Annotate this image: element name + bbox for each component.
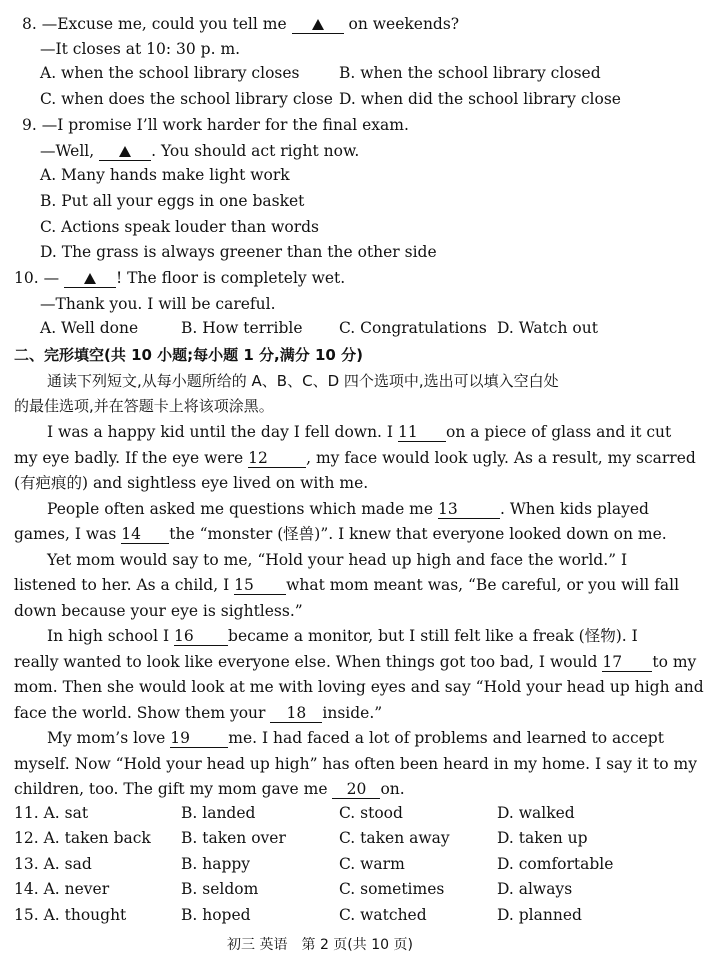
cloze-blank-13: 13 [438,500,500,519]
passage-line: face the world. Show them your 18 inside.” [14,704,383,722]
cloze-blank-14: 14 [121,525,169,544]
passage-line: really wanted to look like everyone else. When things got too bad, I would 17 to my [14,653,697,671]
choice-15-b: B. hoped [181,906,251,924]
cloze-blank-12: 12 [248,449,306,468]
passage-line: my eye badly. If the eye were 12 , my face would look ugly. As a result, my scarred [14,449,696,467]
passage-line: People often asked me questions which made me 13 . When kids played [47,500,649,518]
q9-option-b: B. Put all your eggs in one basket [40,192,305,210]
passage-line: mom. Then she would look at me with loving eyes and say “Hold your head up high and [14,678,704,696]
section-instructions-line2: 的最佳选项,并在答题卡上将该项涂黑。 [14,397,274,415]
q9-option-d: D. The grass is always greener than the other side [40,243,437,261]
q8-option-c: C. when does the school library close [40,90,333,108]
answer-blank [292,15,344,34]
passage-line: (有疤痕的) and sightless eye lived on with me. [14,474,369,492]
passage-line: myself. Now “Hold your head up high” has often been heard in my home. I say it to my [14,755,698,773]
q9-number: 9. [22,116,37,134]
q8-stem: 8. —Excuse me, could you tell me on weekends? [22,15,460,33]
passage-line: listened to her. As a child, I 15 what mom meant was, “Be careful, or you will fall [14,576,680,594]
choice-14-b: B. seldom [181,880,259,898]
cloze-blank-11: 11 [398,423,446,442]
q8-option-d: D. when did the school library close [339,90,621,108]
q10-option-b: B. How terrible [181,319,303,337]
q10-option-c: C. Congratulations [339,319,487,337]
section-instructions-line1: 通读下列短文,从每小题所给的 A、B、C、D 四个选项中,选出可以填入空白处 [47,372,559,390]
choice-11-d: D. walked [497,804,575,822]
choice-13-d: D. comfortable [497,855,614,873]
choice-11-b: B. landed [181,804,256,822]
choice-11-c: C. stood [339,804,403,822]
cloze-blank-16: 16 [174,627,228,646]
choice-13-c: C. warm [339,855,405,873]
choice-11-a: 11. A. sat [14,804,89,822]
q9-option-a: A. Many hands make light work [40,166,290,184]
choice-15-c: C. watched [339,906,427,924]
passage-line: children, too. The gift my mom gave me 20 on. [14,780,405,798]
choice-14-d: D. always [497,880,573,898]
choice-12-a: 12. A. taken back [14,829,151,847]
page-footer: 初三 英语 第 2 页(共 10 页) [227,937,413,953]
choice-14-c: C. sometimes [339,880,445,898]
cloze-blank-15: 15 [234,576,286,595]
q9-option-c: C. Actions speak louder than words [40,218,319,236]
cloze-blank-17: 17 [602,653,652,672]
q8-option-b: B. when the school library closed [339,64,601,82]
choice-12-d: D. taken up [497,829,588,847]
cloze-blank-20: 20 [332,780,380,799]
q9-reply: —Well, . You should act right now. [40,142,360,160]
q10-reply: —Thank you. I will be careful. [40,295,276,313]
answer-blank [64,269,116,288]
choice-15-d: D. planned [497,906,582,924]
passage-line: In high school I 16 became a monitor, but I still felt like a freak (怪物). I [47,627,638,645]
triangle-icon [84,273,96,284]
triangle-icon [119,146,131,157]
choice-12-b: B. taken over [181,829,286,847]
passage-line: I was a happy kid until the day I fell down. I 11 on a piece of glass and it cut [47,423,672,441]
choice-15-a: 15. A. thought [14,906,127,924]
choice-13-b: B. happy [181,855,251,873]
cloze-blank-19: 19 [170,729,228,748]
cloze-blank-18: 18 [270,704,322,723]
choice-13-a: 13. A. sad [14,855,92,873]
q10-stem: 10. — ! The floor is completely wet. [14,269,346,287]
passage-line: My mom’s love 19 me. I had faced a lot of problems and learned to accept [47,729,664,747]
section-heading: 二、完形填空(共 10 小题;每小题 1 分,满分 10 分) [14,346,363,364]
passage-line: Yet mom would say to me, “Hold your head up high and face the world.” I [47,551,628,569]
q8-number: 8. [22,15,37,33]
passage-line: down because your eye is sightless.” [14,602,303,620]
choice-12-c: C. taken away [339,829,450,847]
q8-reply: —It closes at 10: 30 p. m. [40,40,241,58]
passage-line: games, I was 14 the “monster (怪兽)”. I knew that everyone looked down on me. [14,525,667,543]
q9-stem: 9. —I promise I’ll work harder for the final exam. [22,116,409,134]
answer-blank [99,142,151,161]
q10-number: 10. [14,269,39,287]
choice-14-a: 14. A. never [14,880,110,898]
q10-option-a: A. Well done [40,319,139,337]
q10-option-d: D. Watch out [497,319,598,337]
triangle-icon [312,19,324,30]
q8-option-a: A. when the school library closes [40,64,300,82]
